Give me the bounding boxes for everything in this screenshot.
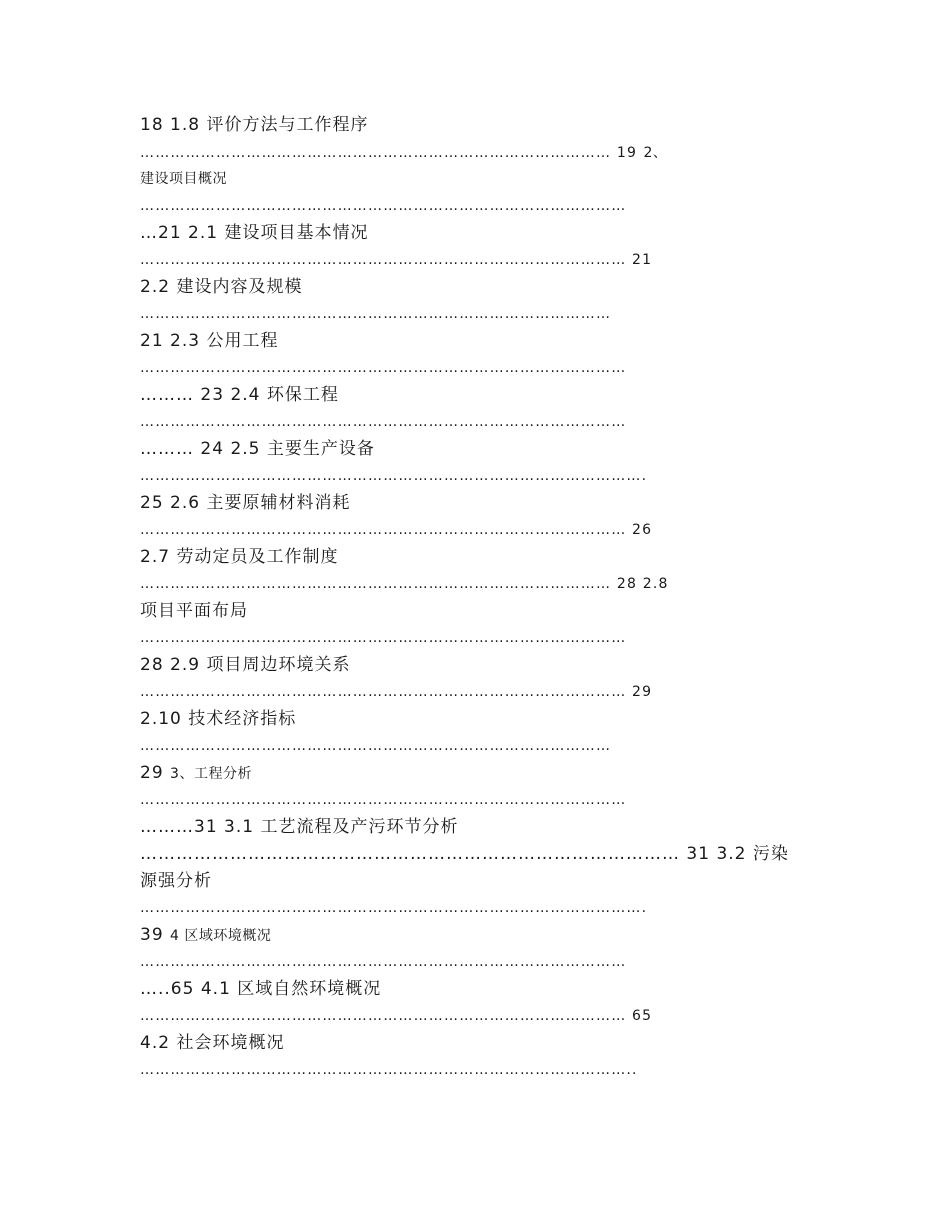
toc-line: ………31 3.1 工艺流程及产污环节分析 xyxy=(140,817,459,837)
toc-leader-dots: …………………………………………………………………………………… xyxy=(140,630,627,646)
toc-leader-dots: …………………………………………………………………………………… xyxy=(140,792,627,808)
toc-leader-dots: …………………………………………………………………………………… 65 xyxy=(140,1008,653,1024)
toc-leader-dots: …………………………………………………………………………………… xyxy=(140,954,627,970)
toc-line: ……… 24 2.5 主要生产设备 xyxy=(140,439,375,459)
toc-line: 2.7 劳动定员及工作制度 xyxy=(140,547,339,567)
toc-line: 39 4 区域环境概况 xyxy=(140,925,272,945)
toc-line: 建设项目概况 xyxy=(140,171,227,187)
toc-leader-dots: ………………………………………………………………………………………. xyxy=(140,468,648,484)
toc-line: 2.10 技术经济指标 xyxy=(140,709,297,729)
toc-leader-dots: …………………………………………………………………………………….. xyxy=(140,1062,638,1078)
toc-line: 25 2.6 主要原辅材料消耗 xyxy=(140,493,351,513)
toc-line: 21 2.3 公用工程 xyxy=(140,331,279,351)
toc-line: ……………………………………………………………………………… 31 3.2 污染 xyxy=(140,844,789,864)
toc-line: 项目平面布局 xyxy=(140,601,248,621)
toc-leader-dots: ………………………………………………………………………………………. xyxy=(140,900,648,916)
toc-leader-dots: …………………………………………………………………………………… xyxy=(140,198,627,214)
toc-line: 源强分析 xyxy=(140,871,212,891)
toc-line: …..65 4.1 区域自然环境概况 xyxy=(140,979,382,999)
toc-line: …21 2.1 建设项目基本情况 xyxy=(140,223,369,243)
toc-leader-dots: ………………………………………………………………………………… xyxy=(140,306,612,322)
toc-line: ………………………………………………………………………………… 19 2、 xyxy=(140,145,668,161)
toc-leader-dots: …………………………………………………………………………………… 21 xyxy=(140,252,653,268)
toc-line: 4.2 社会环境概况 xyxy=(140,1033,285,1053)
toc-line: ……… 23 2.4 环保工程 xyxy=(140,385,339,405)
toc-line: 29 3、工程分析 xyxy=(140,763,252,783)
table-of-contents xyxy=(140,112,815,1084)
toc-small-text: 4 区域环境概况 xyxy=(170,928,272,944)
toc-line: 18 1.8 评价方法与工作程序 xyxy=(140,115,369,135)
toc-line: 28 2.9 项目周边环境关系 xyxy=(140,655,351,675)
toc-line: 2.2 建设内容及规模 xyxy=(140,277,303,297)
toc-leader-dots: ………………………………………………………………………………… xyxy=(140,738,612,754)
toc-leader-dots: …………………………………………………………………………………… xyxy=(140,360,627,376)
toc-small-text: 3、工程分析 xyxy=(170,766,252,782)
toc-leader-dots: …………………………………………………………………………………… xyxy=(140,414,627,430)
toc-leader-dots: ………………………………………………………………………………… 28 2.8 xyxy=(140,576,669,592)
toc-small-text: 2、 xyxy=(643,145,668,161)
toc-leader-dots: …………………………………………………………………………………… 26 xyxy=(140,522,653,538)
toc-leader-dots: …………………………………………………………………………………… 29 xyxy=(140,684,653,700)
